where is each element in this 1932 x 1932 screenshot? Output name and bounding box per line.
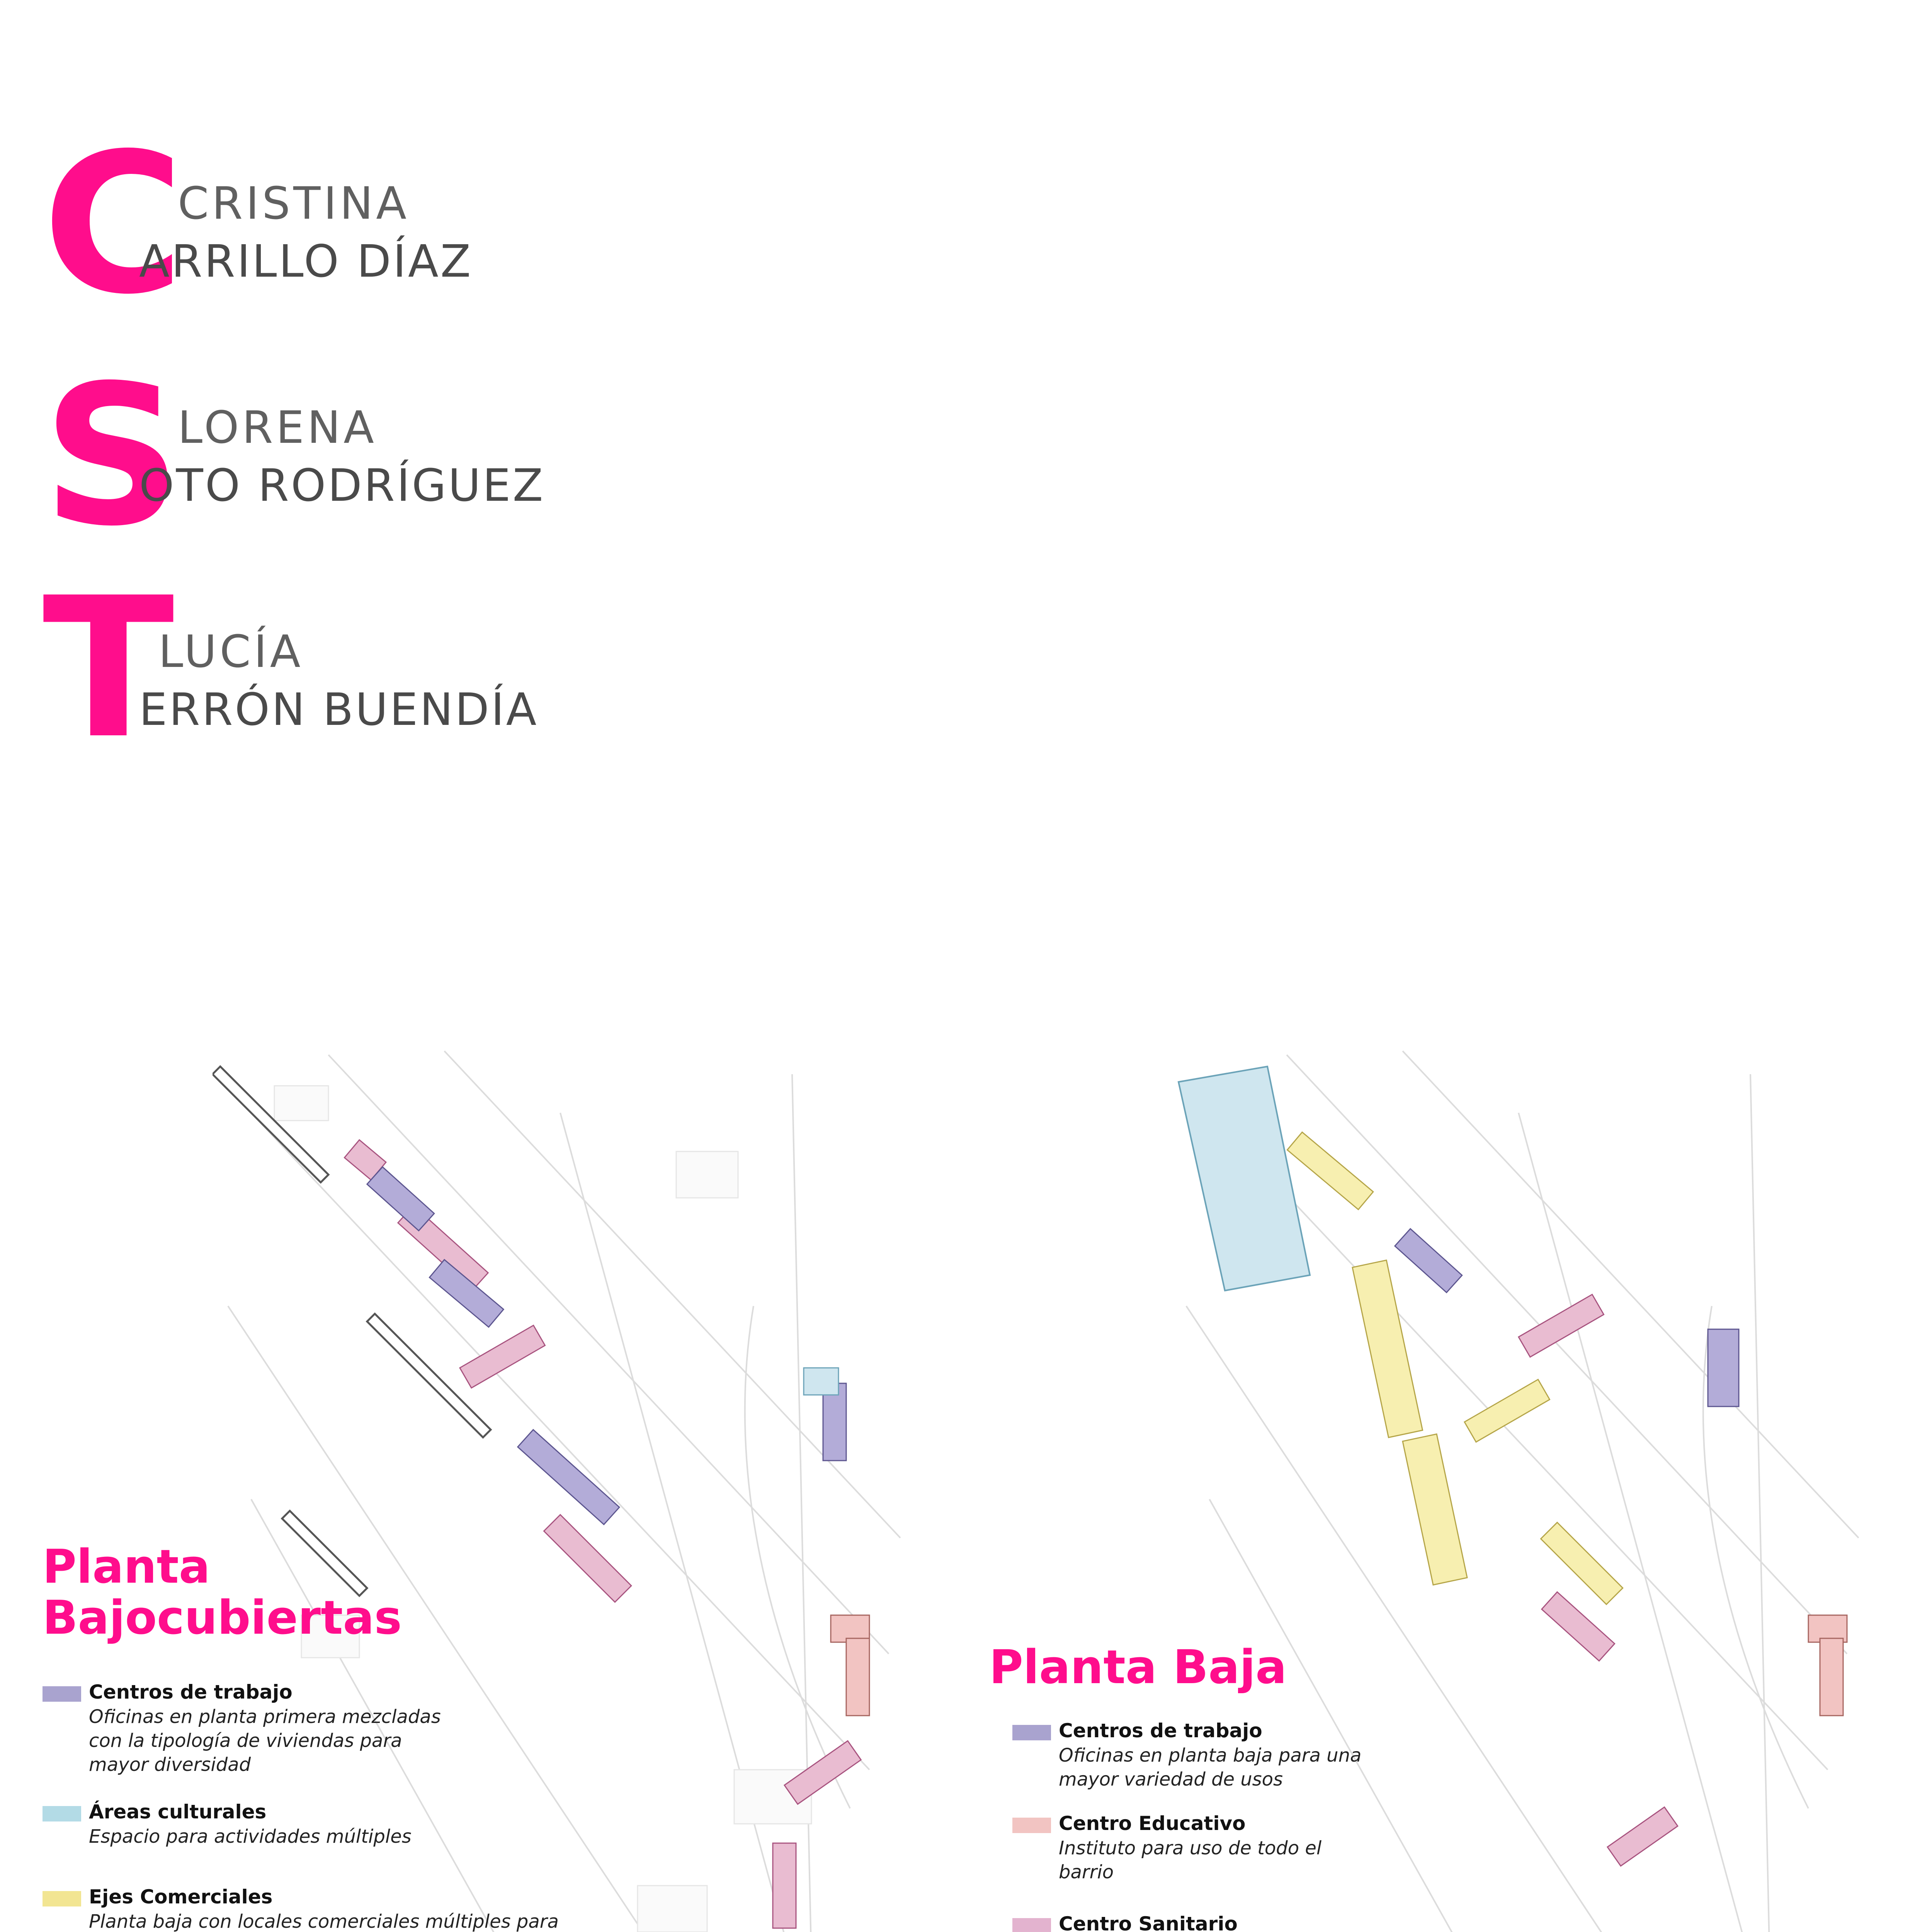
author-initial: S [43, 344, 182, 568]
author-first-name: LUCÍA [158, 626, 304, 678]
author-initial: C [43, 112, 184, 337]
site-plan-baja [1171, 1036, 1866, 1932]
legend-heading: Áreas culturales [89, 1801, 267, 1823]
legend-description: Planta baja con locales comerciales múltiples para [89, 1911, 559, 1932]
legend-swatch [43, 1891, 81, 1906]
author-initial: T [43, 556, 175, 781]
legend-heading: Ejes Comerciales [89, 1886, 273, 1908]
legend-heading: Centros de trabajo [1059, 1719, 1262, 1742]
author-first-name: LORENA [178, 402, 377, 454]
legend-swatch [1012, 1918, 1051, 1932]
legend-swatch [1012, 1818, 1051, 1833]
legend-heading: Centro Educativo [1059, 1812, 1246, 1835]
legend-swatch [43, 1806, 81, 1821]
legend-swatch [43, 1686, 81, 1702]
author-last-name: OTO RODRÍGUEZ [139, 460, 545, 512]
legend-description: Espacio para actividades múltiples [89, 1826, 412, 1847]
legend-description: Instituto para uso de todo el barrio [1059, 1837, 1322, 1883]
author-last-name: ARRILLO DÍAZ [139, 236, 473, 287]
author-first-name: CRISTINA [178, 178, 410, 230]
author-last-name: ERRÓN BUENDÍA [139, 684, 539, 736]
legend-description: Oficinas en planta primera mezcladas con la tipología de viviendas para mayor diversidad [89, 1706, 441, 1776]
legend-heading: Centros de trabajo [89, 1681, 293, 1703]
legend-swatch [1012, 1725, 1051, 1740]
plan-title-bajocubiertas: Planta Bajocubiertas [43, 1540, 402, 1645]
plan-title-baja: Planta Baja [989, 1641, 1287, 1694]
legend-heading: Centro Sanitario [1059, 1913, 1238, 1932]
legend-description: Oficinas en planta baja para una mayor variedad de usos [1059, 1745, 1362, 1790]
site-plan-bajocubiertas [213, 1036, 908, 1932]
